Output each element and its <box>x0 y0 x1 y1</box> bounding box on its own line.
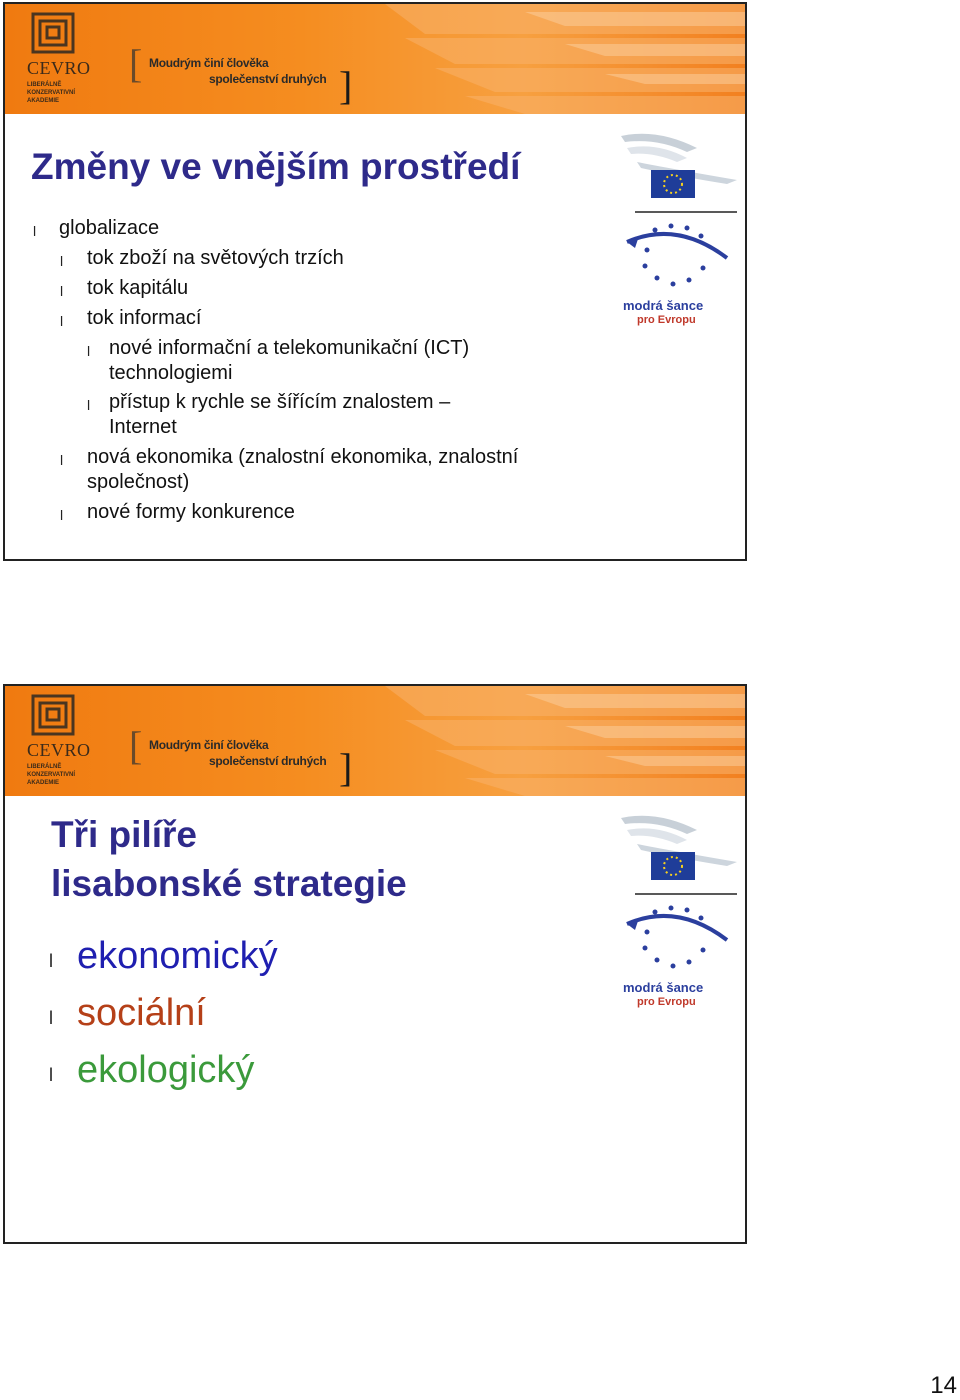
cevro-sub-1: LIBERÁLNĚ <box>27 82 62 88</box>
pillar-socialni: sociální <box>77 992 206 1034</box>
eu-logo <box>617 810 737 1010</box>
eu-parliament-icon <box>617 810 741 900</box>
motto-line-2: společenství druhých <box>209 754 327 768</box>
eu-partner-line-2: pro Evropu <box>637 996 696 1008</box>
cevro-meander-icon <box>31 694 75 736</box>
list-item-text: nové informační a telekomunikační (ICT) <box>109 337 470 359</box>
cevro-sub-1: LIBERÁLNĚ <box>27 764 62 770</box>
pillar-ekonomicky: ekonomický <box>77 935 278 977</box>
cevro-sub-2: KONZERVATIVNÍ <box>27 772 76 778</box>
eu-logo <box>617 128 737 328</box>
modra-sance-icon <box>617 902 741 982</box>
cevro-sub-2: KONZERVATIVNÍ <box>27 90 76 96</box>
slide-2-title <box>51 810 407 908</box>
slide-2 <box>3 684 747 1244</box>
cevro-sub-3: AKADEMIE <box>27 780 60 786</box>
list-item-text-cont: technologiemi <box>109 362 233 384</box>
header-banner <box>5 4 745 114</box>
cevro-sub-3: AKADEMIE <box>27 98 60 104</box>
eu-partner-line-1: modrá šance <box>623 980 704 995</box>
list-item-text: přístup k rychle se šířícím znalostem – <box>109 391 451 413</box>
list-item-text: nová ekonomika (znalostní ekonomika, znalostní <box>87 446 519 468</box>
bullet-marker: l <box>33 223 37 239</box>
bullet-marker: l <box>49 1008 53 1028</box>
list-item-text: tok zboží na světových trzích <box>87 247 344 269</box>
list-item-text: nové formy konkurence <box>87 501 295 523</box>
eu-partner-line-2: pro Evropu <box>637 314 696 326</box>
modra-sance-icon <box>617 220 741 300</box>
page-number: 14 <box>930 1372 957 1399</box>
bullet-marker: l <box>87 343 91 359</box>
slide-2-title-line-2: lisabonské strategie <box>51 863 407 904</box>
slide-1 <box>3 2 747 561</box>
bullet-marker: l <box>49 951 53 971</box>
eu-parliament-icon <box>617 128 741 218</box>
motto-bracket-left: [ <box>129 723 143 768</box>
motto-line-2: společenství druhých <box>209 72 327 86</box>
list-item-text: globalizace <box>59 217 160 239</box>
slide-1-title: Změny ve vnějším prostředí <box>31 146 521 187</box>
cevro-logo <box>13 692 91 792</box>
eu-partner-line-1: modrá šance <box>623 298 704 313</box>
cevro-meander-icon <box>31 12 75 54</box>
bullet-marker: l <box>60 283 64 299</box>
motto-line-1: Moudrým činí člověka <box>149 738 269 752</box>
list-item-text: tok informací <box>87 307 202 329</box>
motto-bracket-right: ] <box>339 63 353 108</box>
list-item-text: tok kapitálu <box>87 277 189 299</box>
slide-2-title-line-1: Tři pilíře <box>51 814 197 855</box>
header-banner <box>5 686 745 796</box>
bullet-marker: l <box>60 507 64 523</box>
cevro-name: CEVRO <box>27 58 91 78</box>
steps-background <box>5 686 745 796</box>
motto <box>129 41 359 108</box>
motto-bracket-right: ] <box>339 745 353 790</box>
cevro-logo <box>13 10 91 110</box>
steps-background <box>5 4 745 114</box>
motto-line-1: Moudrým činí člověka <box>149 56 269 70</box>
pillar-ekologicky: ekologický <box>77 1049 255 1091</box>
bullet-marker: l <box>49 1065 53 1085</box>
bullet-marker: l <box>60 452 64 468</box>
motto <box>129 723 359 790</box>
cevro-name: CEVRO <box>27 740 91 760</box>
bullet-marker: l <box>60 253 64 269</box>
list-item-text-cont: Internet <box>109 416 177 438</box>
list-item-text-cont: společnost) <box>87 471 190 493</box>
bullet-marker: l <box>87 397 91 413</box>
bullet-marker: l <box>60 313 64 329</box>
motto-bracket-left: [ <box>129 41 143 86</box>
